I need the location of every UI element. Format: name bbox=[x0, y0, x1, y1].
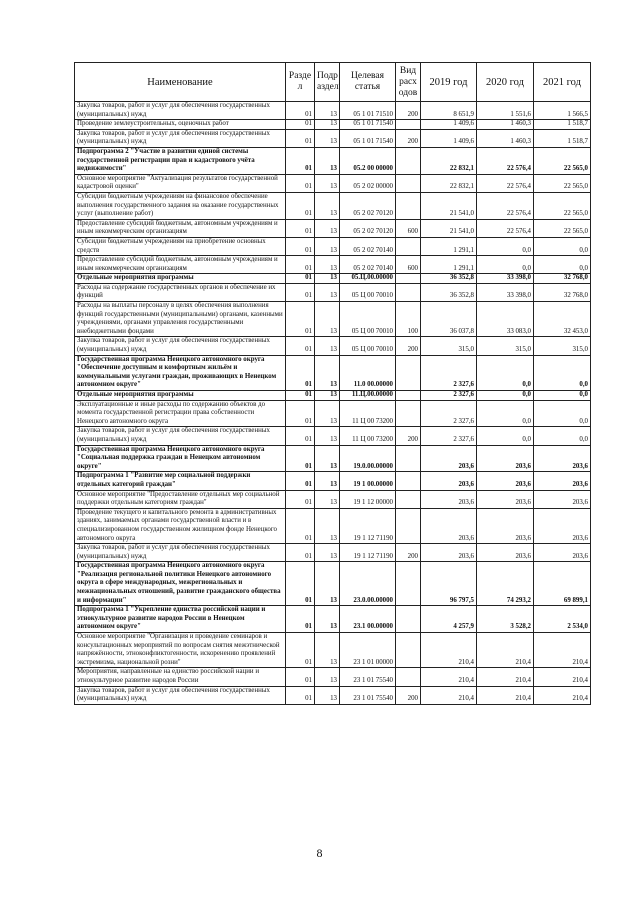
header-name: Наименование bbox=[75, 63, 286, 102]
row-section: 01 bbox=[286, 237, 315, 255]
row-section: 01 bbox=[286, 192, 315, 219]
row-expense-kind bbox=[396, 283, 421, 301]
row-expense-kind: 200 bbox=[396, 686, 421, 704]
row-value-2019: 36 352,8 bbox=[421, 274, 477, 284]
row-target-code: 05 2 02 70120 bbox=[340, 192, 396, 219]
row-value-2019: 203,6 bbox=[421, 445, 477, 472]
row-value-2021: 203,6 bbox=[534, 472, 591, 490]
row-subsection: 13 bbox=[315, 355, 340, 390]
header-section: Разде л bbox=[286, 63, 315, 102]
row-expense-kind: 200 bbox=[396, 337, 421, 355]
row-section: 01 bbox=[286, 686, 315, 704]
row-value-2019: 203,6 bbox=[421, 490, 477, 508]
row-value-2020: 0,0 bbox=[477, 400, 534, 427]
row-value-2021: 1 566,5 bbox=[534, 102, 591, 120]
row-expense-kind bbox=[396, 355, 421, 390]
row-value-2019: 8 651,9 bbox=[421, 102, 477, 120]
row-section: 01 bbox=[286, 400, 315, 427]
row-target-code: 05.Ц.00.00000 bbox=[340, 274, 396, 284]
row-name: Отдельные мероприятия программы bbox=[75, 274, 286, 284]
row-expense-kind: 600 bbox=[396, 256, 421, 274]
row-value-2021: 0,0 bbox=[534, 355, 591, 390]
table-row bbox=[75, 302, 591, 337]
header-target: Целевая статья bbox=[340, 63, 396, 102]
row-subsection: 13 bbox=[315, 102, 340, 120]
row-name: Закупка товаров, работ и услуг для обеспечения государственных (муниципальных) нужд bbox=[75, 102, 286, 120]
row-subsection: 13 bbox=[315, 283, 340, 301]
row-value-2020: 22 576,4 bbox=[477, 192, 534, 219]
row-expense-kind: 200 bbox=[396, 427, 421, 445]
row-value-2020: 0,0 bbox=[477, 237, 534, 255]
table-row bbox=[75, 337, 591, 355]
table-row bbox=[75, 472, 591, 490]
row-name: Закупка товаров, работ и услуг для обеспечения государственных (муниципальных) нужд bbox=[75, 544, 286, 562]
row-expense-kind bbox=[396, 668, 421, 686]
row-target-code: 19.0.00.00000 bbox=[340, 445, 396, 472]
row-value-2019: 1 409,6 bbox=[421, 120, 477, 130]
row-value-2021: 315,0 bbox=[534, 337, 591, 355]
row-value-2019: 2 327,6 bbox=[421, 391, 477, 401]
row-subsection: 13 bbox=[315, 237, 340, 255]
row-value-2020: 0,0 bbox=[477, 256, 534, 274]
row-value-2019: 2 327,6 bbox=[421, 427, 477, 445]
table-row bbox=[75, 391, 591, 401]
table-row bbox=[75, 445, 591, 472]
row-value-2021: 22 565,0 bbox=[534, 174, 591, 192]
row-name: Расходы на содержание государственных органов и обеспечение их функций bbox=[75, 283, 286, 301]
row-expense-kind bbox=[396, 120, 421, 130]
row-value-2021: 0,0 bbox=[534, 427, 591, 445]
row-section: 01 bbox=[286, 633, 315, 668]
row-value-2020: 203,6 bbox=[477, 490, 534, 508]
row-value-2019: 210,4 bbox=[421, 633, 477, 668]
row-subsection: 13 bbox=[315, 562, 340, 606]
row-name: Государственная программа Ненецкого автономного округа "Реализация региональной политики Ненецкого автономного округа в сфере международных, межрегиональных и межнациональных отношений, развитие гражданского общества и информации" bbox=[75, 562, 286, 606]
page-number: 8 bbox=[316, 846, 323, 860]
table-body bbox=[75, 102, 591, 705]
row-section: 01 bbox=[286, 606, 315, 633]
row-target-code: 23.1 00.00000 bbox=[340, 606, 396, 633]
row-subsection: 13 bbox=[315, 120, 340, 130]
row-target-code: 05 Ц 00 70010 bbox=[340, 337, 396, 355]
table-row bbox=[75, 120, 591, 130]
row-value-2020: 0,0 bbox=[477, 427, 534, 445]
row-expense-kind bbox=[396, 606, 421, 633]
row-value-2020: 33 083,0 bbox=[477, 302, 534, 337]
row-value-2021: 210,4 bbox=[534, 668, 591, 686]
row-target-code: 05 1 01 71540 bbox=[340, 120, 396, 130]
row-value-2019: 315,0 bbox=[421, 337, 477, 355]
row-value-2021: 22 565,0 bbox=[534, 147, 591, 174]
row-value-2020: 0,0 bbox=[477, 355, 534, 390]
row-target-code: 05 Ц 00 70010 bbox=[340, 302, 396, 337]
row-expense-kind bbox=[396, 445, 421, 472]
row-name: Закупка товаров, работ и услуг для обеспечения государственных (муниципальных) нужд bbox=[75, 337, 286, 355]
row-name: Субсидии бюджетным учреждениям на финансовое обеспечение выполнения государственного задания на оказание государственных услуг (выполнение работ) bbox=[75, 192, 286, 219]
table-row bbox=[75, 490, 591, 508]
row-name: Основное мероприятие "Актуализация результатов государственной кадастровой оценки" bbox=[75, 174, 286, 192]
row-name: Основное мероприятие "Организация и проведение семинаров и консультационных мероприятий по вопросам снятия межэтнической напряжённости, этноконфликтогенности, искоренению проявлений экстремизма, национальной розни" bbox=[75, 633, 286, 668]
header-subsection: Подр аздел bbox=[315, 63, 340, 102]
row-expense-kind bbox=[396, 192, 421, 219]
table-row bbox=[75, 283, 591, 301]
row-value-2019: 96 797,5 bbox=[421, 562, 477, 606]
row-name: Отдельные мероприятия программы bbox=[75, 391, 286, 401]
row-value-2020: 0,0 bbox=[477, 391, 534, 401]
row-value-2019: 4 257,9 bbox=[421, 606, 477, 633]
row-section: 01 bbox=[286, 508, 315, 543]
row-target-code: 19 1 00.00000 bbox=[340, 472, 396, 490]
row-value-2019: 1 409,6 bbox=[421, 129, 477, 147]
table-row bbox=[75, 174, 591, 192]
row-name: Закупка товаров, работ и услуг для обеспечения государственных (муниципальных) нужд bbox=[75, 686, 286, 704]
row-value-2021: 32 768,0 bbox=[534, 274, 591, 284]
row-value-2021: 32 453,0 bbox=[534, 302, 591, 337]
row-value-2020: 210,4 bbox=[477, 668, 534, 686]
row-value-2021: 203,6 bbox=[534, 508, 591, 543]
row-name: Проведение текущего и капитального ремонта в административных зданиях, занимаемых органами государственной власти и в специализированном государственном жилищном фонде Ненецкого автономного округа bbox=[75, 508, 286, 543]
row-section: 01 bbox=[286, 102, 315, 120]
row-target-code: 05.2 00 00000 bbox=[340, 147, 396, 174]
row-expense-kind bbox=[396, 274, 421, 284]
table-row bbox=[75, 147, 591, 174]
row-value-2021: 2 534,0 bbox=[534, 606, 591, 633]
row-target-code: 11 Ц 00 73200 bbox=[340, 400, 396, 427]
row-value-2019: 21 541,0 bbox=[421, 219, 477, 237]
row-expense-kind bbox=[396, 490, 421, 508]
table-row bbox=[75, 427, 591, 445]
row-target-code: 05 Ц 00 70010 bbox=[340, 283, 396, 301]
row-subsection: 13 bbox=[315, 274, 340, 284]
row-name: Эксплуатационные и иные расходы по содержанию объектов до момента государственной регистрации права собственности Ненецкого автономного округа bbox=[75, 400, 286, 427]
table-row bbox=[75, 237, 591, 255]
row-target-code: 11.0 00.00000 bbox=[340, 355, 396, 390]
row-subsection: 13 bbox=[315, 508, 340, 543]
row-target-code: 05 2 02 70140 bbox=[340, 237, 396, 255]
row-expense-kind: 200 bbox=[396, 102, 421, 120]
row-value-2020: 22 576,4 bbox=[477, 174, 534, 192]
budget-table bbox=[74, 62, 591, 705]
row-name: Расходы на выплаты персоналу в целях обеспечения выполнения функций государственными (муниципальными) органами, казенными учреждениями, органами управления государственными внебюджетными фондами bbox=[75, 302, 286, 337]
row-name: Мероприятия, направленные на единство российской нации и этнокультурное развитие народов России bbox=[75, 668, 286, 686]
row-expense-kind: 100 bbox=[396, 302, 421, 337]
row-subsection: 13 bbox=[315, 256, 340, 274]
row-target-code: 05 2 02 70140 bbox=[340, 256, 396, 274]
row-value-2019: 36 352,8 bbox=[421, 283, 477, 301]
header-2021: 2021 год bbox=[534, 63, 591, 102]
row-subsection: 13 bbox=[315, 668, 340, 686]
row-value-2020: 1 551,6 bbox=[477, 102, 534, 120]
row-expense-kind bbox=[396, 237, 421, 255]
row-expense-kind bbox=[396, 508, 421, 543]
row-value-2020: 203,6 bbox=[477, 472, 534, 490]
row-value-2019: 1 291,1 bbox=[421, 237, 477, 255]
row-target-code: 19 1 12 00000 bbox=[340, 490, 396, 508]
row-value-2021: 210,4 bbox=[534, 633, 591, 668]
row-value-2019: 36 037,8 bbox=[421, 302, 477, 337]
row-section: 01 bbox=[286, 302, 315, 337]
row-value-2020: 22 576,4 bbox=[477, 219, 534, 237]
row-value-2021: 210,4 bbox=[534, 686, 591, 704]
row-value-2021: 203,6 bbox=[534, 544, 591, 562]
row-section: 01 bbox=[286, 490, 315, 508]
row-value-2020: 203,6 bbox=[477, 544, 534, 562]
row-subsection: 13 bbox=[315, 219, 340, 237]
row-name: Основное мероприятие "Предоставление отдельных мер социальной поддержки отдельным категориям граждан" bbox=[75, 490, 286, 508]
row-target-code: 23 1 01 75540 bbox=[340, 686, 396, 704]
row-target-code: 19 1 12 71190 bbox=[340, 508, 396, 543]
row-section: 01 bbox=[286, 274, 315, 284]
table-row bbox=[75, 562, 591, 606]
row-value-2021: 0,0 bbox=[534, 256, 591, 274]
row-expense-kind bbox=[396, 391, 421, 401]
row-subsection: 13 bbox=[315, 192, 340, 219]
row-expense-kind: 600 bbox=[396, 219, 421, 237]
row-value-2019: 22 832,1 bbox=[421, 147, 477, 174]
row-value-2020: 1 460,3 bbox=[477, 120, 534, 130]
row-subsection: 13 bbox=[315, 400, 340, 427]
row-name: Проведение землеустроительных, оценочных работ bbox=[75, 120, 286, 130]
row-value-2019: 22 832,1 bbox=[421, 174, 477, 192]
row-name: Закупка товаров, работ и услуг для обеспечения государственных (муниципальных) нужд bbox=[75, 427, 286, 445]
row-section: 01 bbox=[286, 544, 315, 562]
row-value-2019: 2 327,6 bbox=[421, 355, 477, 390]
table-row bbox=[75, 274, 591, 284]
row-value-2019: 21 541,0 bbox=[421, 192, 477, 219]
row-section: 01 bbox=[286, 337, 315, 355]
row-subsection: 13 bbox=[315, 129, 340, 147]
row-target-code: 05 2 02 70120 bbox=[340, 219, 396, 237]
row-name: Подпрограмма 1 "Развитие мер социальной поддержки отдельных категорий граждан" bbox=[75, 472, 286, 490]
row-value-2021: 69 899,1 bbox=[534, 562, 591, 606]
row-name: Закупка товаров, работ и услуг для обеспечения государственных (муниципальных) нужд bbox=[75, 129, 286, 147]
row-value-2020: 22 576,4 bbox=[477, 147, 534, 174]
row-value-2021: 1 518,7 bbox=[534, 129, 591, 147]
row-subsection: 13 bbox=[315, 337, 340, 355]
row-section: 01 bbox=[286, 283, 315, 301]
row-value-2020: 74 293,2 bbox=[477, 562, 534, 606]
header-2019: 2019 год bbox=[421, 63, 477, 102]
row-value-2021: 32 768,0 bbox=[534, 283, 591, 301]
row-name: Подпрограмма 2 "Участие в развитии единой системы государственной регистрации прав и кадастрового учёта недвижимости" bbox=[75, 147, 286, 174]
row-value-2019: 210,4 bbox=[421, 668, 477, 686]
row-section: 01 bbox=[286, 562, 315, 606]
row-subsection: 13 bbox=[315, 391, 340, 401]
row-expense-kind: 200 bbox=[396, 544, 421, 562]
row-expense-kind bbox=[396, 147, 421, 174]
row-value-2019: 203,6 bbox=[421, 544, 477, 562]
row-target-code: 23 1 01 00000 bbox=[340, 633, 396, 668]
row-expense-kind bbox=[396, 472, 421, 490]
row-expense-kind bbox=[396, 633, 421, 668]
row-value-2021: 203,6 bbox=[534, 490, 591, 508]
row-value-2021: 0,0 bbox=[534, 400, 591, 427]
row-name: Предоставление субсидий бюджетным, автономным учреждениям и иным некоммерческим организациям bbox=[75, 219, 286, 237]
table-header-row bbox=[75, 63, 591, 102]
row-target-code: 05 1 01 71510 bbox=[340, 102, 396, 120]
row-value-2020: 1 460,3 bbox=[477, 129, 534, 147]
row-section: 01 bbox=[286, 256, 315, 274]
row-value-2021: 203,6 bbox=[534, 445, 591, 472]
row-name: Субсидии бюджетным учреждениям на приобретение основных средств bbox=[75, 237, 286, 255]
table-row bbox=[75, 633, 591, 668]
row-target-code: 11.Ц.00.00000 bbox=[340, 391, 396, 401]
row-name: Предоставление субсидий бюджетным, автономным учреждениям и иным некоммерческим организациям bbox=[75, 256, 286, 274]
row-value-2019: 2 327,6 bbox=[421, 400, 477, 427]
table-row bbox=[75, 102, 591, 120]
row-value-2019: 210,4 bbox=[421, 686, 477, 704]
row-name: Государственная программа Ненецкого автономного округа "Социальная поддержка граждан в Ненецком автономном округе" bbox=[75, 445, 286, 472]
row-target-code: 23 1 01 75540 bbox=[340, 668, 396, 686]
row-subsection: 13 bbox=[315, 174, 340, 192]
row-section: 01 bbox=[286, 445, 315, 472]
row-target-code: 05 2 02 00000 bbox=[340, 174, 396, 192]
row-expense-kind bbox=[396, 400, 421, 427]
row-value-2020: 210,4 bbox=[477, 686, 534, 704]
row-subsection: 13 bbox=[315, 147, 340, 174]
row-value-2020: 203,6 bbox=[477, 508, 534, 543]
row-subsection: 13 bbox=[315, 445, 340, 472]
table-row bbox=[75, 355, 591, 390]
row-subsection: 13 bbox=[315, 544, 340, 562]
row-value-2019: 1 291,1 bbox=[421, 256, 477, 274]
table-row bbox=[75, 400, 591, 427]
row-subsection: 13 bbox=[315, 633, 340, 668]
row-value-2021: 22 565,0 bbox=[534, 192, 591, 219]
row-section: 01 bbox=[286, 219, 315, 237]
table-row bbox=[75, 192, 591, 219]
table-row bbox=[75, 256, 591, 274]
table-row bbox=[75, 508, 591, 543]
row-value-2019: 203,6 bbox=[421, 508, 477, 543]
row-section: 01 bbox=[286, 120, 315, 130]
table-row bbox=[75, 606, 591, 633]
row-subsection: 13 bbox=[315, 606, 340, 633]
row-subsection: 13 bbox=[315, 427, 340, 445]
table-row bbox=[75, 686, 591, 704]
row-section: 01 bbox=[286, 427, 315, 445]
table-row bbox=[75, 544, 591, 562]
row-section: 01 bbox=[286, 472, 315, 490]
row-subsection: 13 bbox=[315, 472, 340, 490]
row-target-code: 23.0.00.00000 bbox=[340, 562, 396, 606]
row-value-2020: 33 398,0 bbox=[477, 274, 534, 284]
header-kind: Вид расх одов bbox=[396, 63, 421, 102]
row-value-2021: 22 565,0 bbox=[534, 219, 591, 237]
row-subsection: 13 bbox=[315, 686, 340, 704]
row-section: 01 bbox=[286, 668, 315, 686]
row-name: Государственная программа Ненецкого автономного округа "Обеспечение доступным и комфортным жильём и коммунальными услугами граждан, проживающих в Ненецком автономном округе" bbox=[75, 355, 286, 390]
row-value-2020: 315,0 bbox=[477, 337, 534, 355]
row-target-code: 05 1 01 71540 bbox=[340, 129, 396, 147]
row-value-2020: 210,4 bbox=[477, 633, 534, 668]
row-value-2020: 203,6 bbox=[477, 445, 534, 472]
table-row bbox=[75, 129, 591, 147]
row-value-2020: 3 528,2 bbox=[477, 606, 534, 633]
row-section: 01 bbox=[286, 147, 315, 174]
row-section: 01 bbox=[286, 174, 315, 192]
row-target-code: 19 1 12 71190 bbox=[340, 544, 396, 562]
header-2020: 2020 год bbox=[477, 63, 534, 102]
row-expense-kind: 200 bbox=[396, 129, 421, 147]
table-row bbox=[75, 219, 591, 237]
table-row bbox=[75, 668, 591, 686]
row-value-2021: 0,0 bbox=[534, 391, 591, 401]
row-name: Подпрограмма 1 "Укрепление единства российской нации и этнокультурное развитие народов России в Ненецком автономном округе" bbox=[75, 606, 286, 633]
row-value-2021: 1 518,7 bbox=[534, 120, 591, 130]
row-target-code: 11 Ц 00 73200 bbox=[340, 427, 396, 445]
row-value-2020: 33 398,0 bbox=[477, 283, 534, 301]
row-expense-kind bbox=[396, 562, 421, 606]
row-section: 01 bbox=[286, 355, 315, 390]
row-expense-kind bbox=[396, 174, 421, 192]
row-value-2019: 203,6 bbox=[421, 472, 477, 490]
row-subsection: 13 bbox=[315, 302, 340, 337]
row-value-2021: 0,0 bbox=[534, 237, 591, 255]
row-section: 01 bbox=[286, 129, 315, 147]
row-subsection: 13 bbox=[315, 490, 340, 508]
row-section: 01 bbox=[286, 391, 315, 401]
